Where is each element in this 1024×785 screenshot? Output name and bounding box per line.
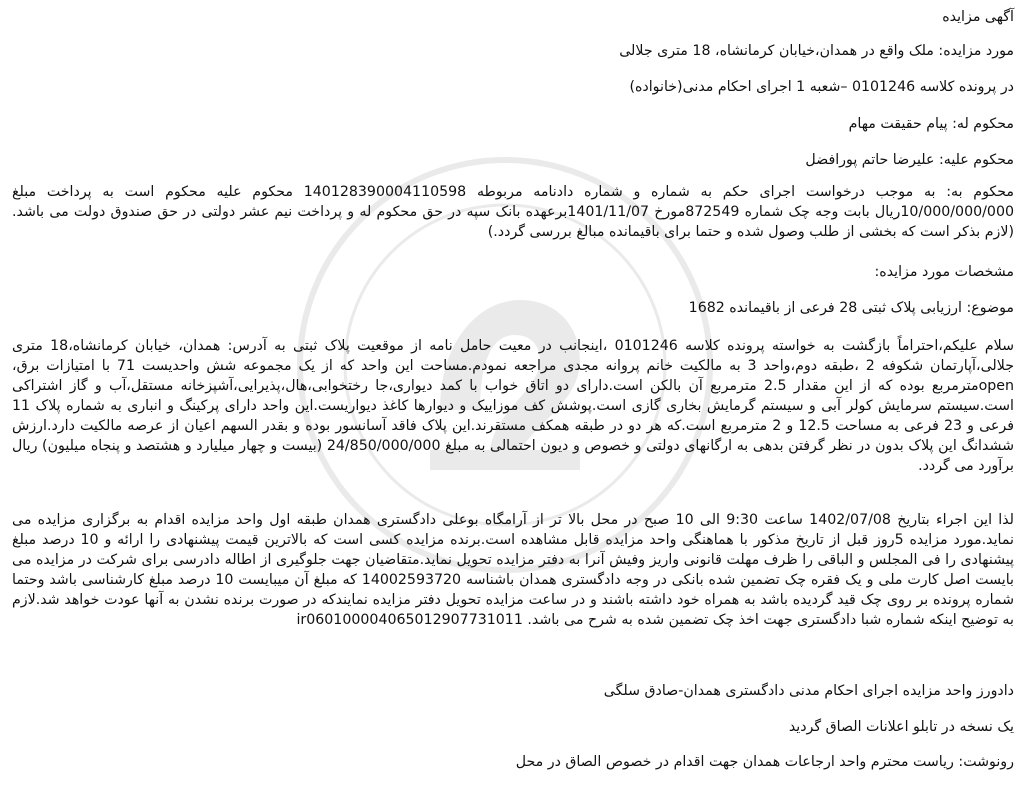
auction-terms: لذا این اجراء بتاریخ 1402/07/08 ساعت 9:30 الی 10 صبح در محل بالا تر از آرامگاه بوعلی دادگستری همدان طبقه اول واحد مزایده اقدام به برگزاری مزایده می نماید.مورد مزایده 5روز قبل از تاریخ مذکور با هماهنگی واحد مزایده قابل مشاهده است.برنده مزایده کسی است که بالاترین قیمت پیشنهادی را ارائه و 10 درصد مبلغ پیشنهادی را فی المجلس و الباقی را ظرف مهلت قانونی واریز وفیش آنرا به دفتر مزایده تحویل نماید.متقاضیان جهت جلوگیری از اطاله دادرسی برای شرکت در مزایده می بایست اصل کارت ملی و یک فقره چک تضمین شده بانکی در وجه دادگستری همدان باشناسه 14002593720 که مبلغ آن میبایست 10 درصد مبلغ کارشناسی باشد وحتما شماره پرونده بر روی چک قید گردیده باشد به همراه خود داشته باشند و در ساعت مزایده تحویل دفتر مزایده نمایندکه در صورت برنده نشدن به آنها عودت خواهد شد.لازم به توضیح اینکه شماره شبا دادگستری جهت اخذ چک تضمین شده به شرح می باشد. ir060100004065012907731011 bbox=[12, 512, 1015, 628]
judgment-paragraph: محکوم به: به موجب درخواست اجرای حکم به شماره و شماره دادنامه مربوطه 140128390004110598 محکوم علیه محکوم است به پرداخت مبلغ 10/000/000/000ریال بابت وجه چک شماره 872549مورخ 1401/11/07برعهده بانک سپه در حق محکوم له و پرداخت نیم عشر دولتی در حق صندوق دولت می باشد.(لازم بذکر است که بخشی از طلب وصول شده و حتما برای باقیمانده مبالغ بررسی گردد.) bbox=[12, 184, 1014, 240]
beneficiary: محکوم له: پیام حقیقت مهام bbox=[848, 116, 1014, 132]
notice-title: آگهی مزایده bbox=[942, 9, 1014, 25]
auction-topic: موضوع: ارزیابی پلاک ثبتی 28 فرعی از باقیمانده 1682 bbox=[688, 300, 1014, 316]
cc-note: رونوشت: ریاست محترم واحد ارجاعات همدان جهت اقدام در خصوص الصاق در محل bbox=[515, 754, 1014, 770]
auction-officer: دادورز واحد مزایده اجرای احکام مدنی دادگستری همدان-صادق سلگی bbox=[603, 683, 1014, 699]
auction-subject: مورد مزایده: ملک واقع در همدان،خیابان کرمانشاه، 18 متری جلالی bbox=[619, 43, 1014, 59]
board-posting-note: یک نسخه در تابلو اعلانات الصاق گردید bbox=[788, 719, 1014, 735]
property-description: سلام علیکم،احتراماً بازگشت به خواسته پرونده کلاسه 0101246 ،اینجانب در معیت حامل نامه از موقعیت پلاک ثبتی به آدرس: همدان، خیابان کرمانشاه،18 متری جلالی،آپارتمان شکوفه 2 ،طبقه دوم،واحد 3 به مالکیت خانم پروانه مجدی مراجعه نمودم.مساحت این واحد که از یک مجموعه شش واحدیست 71 با امتیازات برق، openمترمربع بوده که از این مقدار 2.5 مترمربع آن بالکن است.دارای دو اتاق خواب با کمد دیواری،جا رختخوابی،هال،پذیرایی،آشپزخانه مستقل،آب و گاز اشتراکی است.سیستم سرمایش کولر آبی و سیستم گرمایش بخاری گازی است.پوشش کف موزاییک و دیوارها کاغذ دیواریست.این واحد دارای پرکینگ و انباری به شماره پلاک 11 فرعی و 23 فرعی به مساحت 12.5 و 2 مترمربع است.که هر دو در طبقه همکف مستقرند.این پلاک فاقد آسانسور بوده و بقدر السهم اعیان از عرصه مالکیت دارد.ارزش ششدانگ این پلاک بدون در نظر گرفتن بدهی به ارگانهای دولتی و خصوص و دیون احتمالی به مبلغ 24/850/000/000 (بیست و چهار میلیارد و هشتصد و پنجاه میلیون) ریال برآورد می گردد. bbox=[12, 338, 1015, 474]
specs-heading: مشخصات مورد مزایده: bbox=[874, 264, 1014, 280]
case-number: در پرونده کلاسه 0101246 –شعبه 1 اجرای احکام مدنی(خانواده) bbox=[629, 79, 1014, 95]
debtor: محکوم علیه: علیرضا حاتم پورافضل bbox=[805, 152, 1014, 168]
